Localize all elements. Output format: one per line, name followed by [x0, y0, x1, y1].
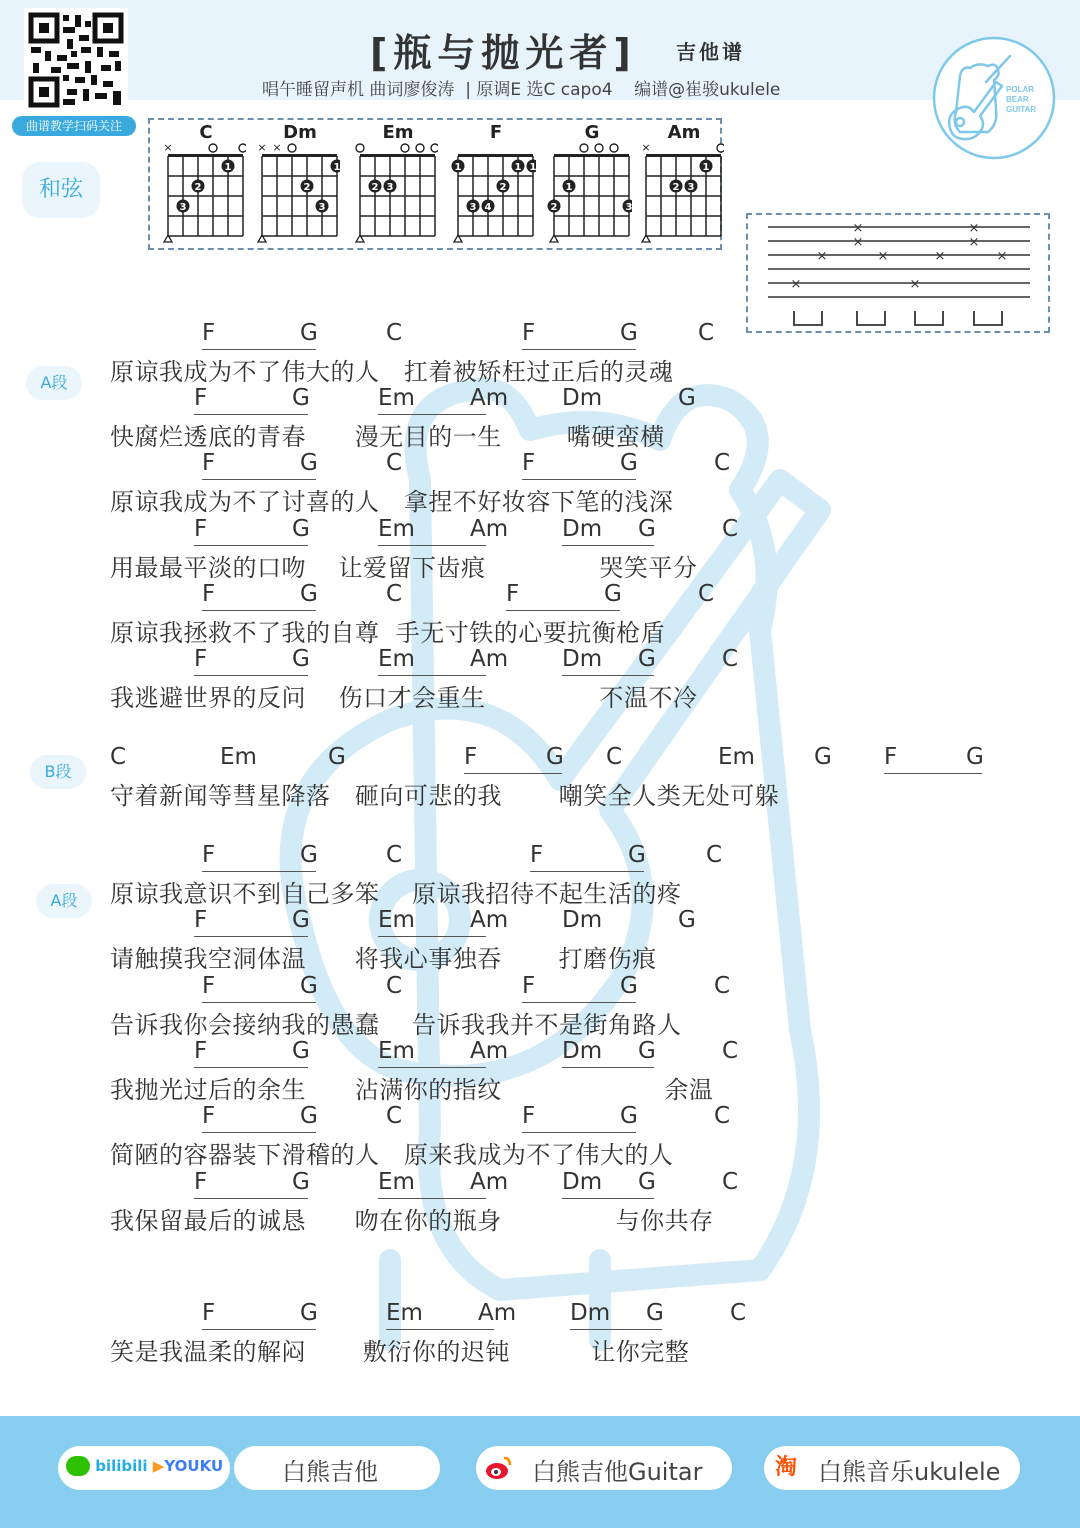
- chord-symbol: Am: [470, 385, 509, 411]
- chord-symbol: G: [638, 646, 656, 672]
- chord-chart-am: [634, 120, 724, 252]
- chord-row: [0, 744, 1080, 774]
- chord-group-underline: [570, 1329, 662, 1330]
- lyric-line: 请触摸我空洞体温 将我心事独吞 打磨伤痕: [110, 945, 657, 973]
- chord-symbol: Am: [470, 1038, 509, 1064]
- song-info: 唱午睡留声机 曲词廖俊涛 | 原调E 选C capo4 编谱@崔骏ukulele: [262, 80, 781, 100]
- lyric-line: 告诉我你会接纳我的愚蠢 告诉我我并不是街角路人: [110, 1011, 682, 1039]
- chord-symbol: Am: [470, 646, 509, 672]
- svg-text:×: ×: [877, 249, 889, 264]
- chord-symbol: C: [606, 744, 623, 770]
- chord-group-underline: [378, 1067, 486, 1068]
- chord-symbol: F: [202, 973, 216, 999]
- svg-text:×: ×: [968, 235, 980, 250]
- chord-row: [0, 1169, 1080, 1199]
- chord-group-underline: [464, 773, 562, 774]
- chord-group-underline: [522, 479, 636, 480]
- chord-symbol: F: [202, 1300, 216, 1326]
- account-weibo-name: 白熊吉他Guitar: [532, 1458, 703, 1486]
- chord-symbol: G: [292, 385, 310, 411]
- chord-row: [0, 973, 1080, 1003]
- section-label-b: B段: [30, 755, 86, 789]
- lyric-line: 我抛光过后的余生 沾满你的指纹 余温: [110, 1076, 714, 1104]
- chord-symbol: G: [620, 320, 638, 346]
- chord-chart-f: [446, 120, 536, 252]
- chord-group-underline: [378, 545, 486, 546]
- chord-group-underline: [506, 610, 620, 611]
- chord-symbol: C: [706, 842, 723, 868]
- chord-row: [0, 1300, 1080, 1330]
- lyric-line: 笑是我温柔的解闷 敷衍你的迟钝 让你完整: [110, 1338, 690, 1366]
- chord-symbol: F: [530, 842, 544, 868]
- song-title: [瓶与抛光者]: [370, 31, 637, 75]
- chord-symbol: F: [194, 646, 208, 672]
- chord-row: [0, 842, 1080, 872]
- svg-text:×: ×: [790, 277, 802, 292]
- svg-text:2: 2: [194, 182, 202, 193]
- chord-symbol: G: [604, 581, 622, 607]
- lyric-line: 我逃避世界的反问 伤口才会重生 不温不冷: [110, 684, 698, 712]
- lyric-line: 我保留最后的诚恳 吻在你的瓶身 与你共存: [110, 1207, 714, 1235]
- chord-group-underline: [194, 1067, 308, 1068]
- chord-row: [0, 450, 1080, 480]
- chord-group-underline: [202, 349, 316, 350]
- chord-charts: [148, 118, 722, 250]
- chord-group-underline: [202, 871, 316, 872]
- svg-text:BEAR: BEAR: [1006, 95, 1029, 104]
- chord-symbol: G: [300, 1103, 318, 1129]
- chord-symbol: G: [292, 907, 310, 933]
- lyric-line: 原谅我意识不到自己多笨 原谅我招待不起生活的疼: [110, 880, 682, 908]
- chord-group-underline: [194, 675, 308, 676]
- youku-play-icon: ▶: [152, 1457, 165, 1475]
- lyric-line: 快腐烂透底的青春 漫无目的一生 嘴硬蛮横: [110, 423, 665, 451]
- chord-symbol: G: [292, 516, 310, 542]
- chords-section-label: 和弦: [22, 162, 100, 218]
- chord-symbol: C: [714, 450, 731, 476]
- chord-symbol: Am: [478, 1300, 517, 1326]
- chord-symbol: C: [386, 1103, 403, 1129]
- chord-symbol: G: [300, 973, 318, 999]
- chord-group-underline: [378, 675, 486, 676]
- svg-text:×: ×: [996, 249, 1008, 264]
- chord-symbol: Dm: [562, 1169, 603, 1195]
- chord-symbol: Em: [378, 646, 415, 672]
- chord-symbol: F: [202, 450, 216, 476]
- svg-text:3: 3: [625, 202, 632, 213]
- chord-row: [0, 1103, 1080, 1133]
- chord-name: G: [584, 122, 600, 143]
- svg-text:1: 1: [514, 162, 522, 173]
- chord-group-underline: [194, 1198, 308, 1199]
- lyric-line: 简陋的容器装下滑稽的人 原来我成为不了伟大的人: [110, 1141, 674, 1169]
- svg-text:3: 3: [386, 182, 394, 193]
- chord-symbol: G: [300, 450, 318, 476]
- chord-group-underline: [530, 871, 644, 872]
- chord-group-underline: [562, 1198, 654, 1199]
- chord-symbol: Am: [470, 516, 509, 542]
- chord-symbol: C: [722, 516, 739, 542]
- chord-symbol: Dm: [562, 385, 603, 411]
- chord-symbol: G: [628, 842, 646, 868]
- account-bilibili-name: 白熊吉他: [282, 1458, 378, 1486]
- chord-symbol: C: [722, 646, 739, 672]
- qr-code[interactable]: [24, 8, 128, 112]
- chord-symbol: G: [292, 1169, 310, 1195]
- chord-group-underline: [202, 610, 316, 611]
- chord-symbol: G: [300, 581, 318, 607]
- bilibili-icon[interactable]: bilibili: [95, 1457, 148, 1475]
- svg-text:×: ×: [909, 277, 921, 292]
- chord-name: C: [199, 122, 213, 143]
- chord-group-underline: [562, 1067, 654, 1068]
- chord-group-underline: [522, 1002, 636, 1003]
- youku-icon[interactable]: YOUKU: [164, 1457, 224, 1475]
- sheet-type: 吉他谱: [676, 40, 745, 64]
- chord-symbol: F: [202, 842, 216, 868]
- chord-symbol: Dm: [562, 516, 603, 542]
- chord-group-underline: [194, 414, 308, 415]
- svg-text:1: 1: [224, 162, 232, 173]
- chord-symbol: F: [194, 385, 208, 411]
- chord-symbol: C: [386, 450, 403, 476]
- section-label-a: A段: [26, 366, 82, 400]
- chord-group-underline: [378, 936, 486, 937]
- chord-symbol: Em: [220, 744, 257, 770]
- chord-symbol: F: [522, 1103, 536, 1129]
- polar-bear-guitar-logo: [930, 36, 1060, 166]
- strum-pattern: [746, 213, 1050, 333]
- chord-symbol: G: [620, 450, 638, 476]
- chord-symbol: F: [884, 744, 898, 770]
- chord-symbol: Dm: [570, 1300, 611, 1326]
- chord-symbol: C: [730, 1300, 747, 1326]
- chord-row: [0, 646, 1080, 676]
- svg-text:×: ×: [816, 249, 828, 264]
- chord-symbol: G: [300, 842, 318, 868]
- svg-text:1: 1: [454, 162, 462, 173]
- account-taobao-name: 白熊音乐ukulele: [818, 1458, 1001, 1486]
- chord-chart-c: [156, 120, 246, 252]
- chord-symbol: C: [714, 1103, 731, 1129]
- chord-symbol: Dm: [562, 646, 603, 672]
- chord-symbol: G: [638, 516, 656, 542]
- svg-text:POLAR: POLAR: [1006, 85, 1034, 94]
- chord-symbol: C: [698, 581, 715, 607]
- chord-symbol: G: [292, 646, 310, 672]
- chord-symbol: F: [194, 516, 208, 542]
- chord-symbol: G: [678, 907, 696, 933]
- svg-text:1: 1: [565, 182, 573, 193]
- section-label-a-repeat: A段: [36, 884, 92, 918]
- chord-symbol: F: [194, 1038, 208, 1064]
- svg-text:3: 3: [318, 202, 326, 213]
- chord-row: [0, 385, 1080, 415]
- chord-chart-em: [348, 120, 438, 252]
- chord-name: Em: [382, 122, 414, 143]
- chord-group-underline: [884, 773, 982, 774]
- chord-symbol: G: [678, 385, 696, 411]
- lyric-line: 守着新闻等彗星降落 砸向可悲的我 嘲笑全人类无处可躲: [110, 782, 780, 810]
- qr-caption: 曲谱教学扫码关注: [12, 116, 136, 136]
- chord-symbol: G: [620, 973, 638, 999]
- chord-symbol: C: [386, 581, 403, 607]
- svg-text:×: ×: [163, 141, 173, 154]
- chord-symbol: C: [714, 973, 731, 999]
- svg-text:2: 2: [303, 182, 311, 193]
- chord-group-underline: [522, 349, 636, 350]
- svg-text:2: 2: [499, 182, 507, 193]
- chord-symbol: F: [202, 1103, 216, 1129]
- chord-symbol: C: [698, 320, 715, 346]
- chord-symbol: F: [522, 320, 536, 346]
- chord-symbol: F: [506, 581, 520, 607]
- chord-name: F: [489, 122, 503, 143]
- chord-symbol: G: [646, 1300, 664, 1326]
- svg-text:1: 1: [333, 162, 340, 173]
- chord-symbol: Em: [378, 385, 415, 411]
- chord-symbol: C: [110, 744, 127, 770]
- chord-symbol: Em: [378, 1038, 415, 1064]
- chord-symbol: F: [522, 450, 536, 476]
- chord-symbol: F: [202, 320, 216, 346]
- chord-group-underline: [202, 479, 316, 480]
- chord-group-underline: [562, 545, 654, 546]
- svg-text:×: ×: [257, 141, 267, 154]
- svg-text:2: 2: [550, 202, 558, 213]
- lyric-line: 原谅我成为不了伟大的人 扛着被矫枉过正后的灵魂: [110, 358, 674, 386]
- chord-symbol: Em: [718, 744, 755, 770]
- chord-group-underline: [378, 414, 486, 415]
- svg-text:×: ×: [852, 221, 864, 236]
- chord-symbol: C: [386, 320, 403, 346]
- chord-symbol: Em: [378, 1169, 415, 1195]
- svg-text:×: ×: [934, 249, 946, 264]
- chord-chart-g: [542, 120, 632, 252]
- lyric-line: 原谅我拯救不了我的自尊 手无寸铁的心要抗衡枪盾: [110, 619, 666, 647]
- chord-group-underline: [202, 1329, 316, 1330]
- chord-symbol: Em: [386, 1300, 423, 1326]
- platform-icons: [66, 1456, 223, 1476]
- chord-group-underline: [194, 936, 308, 937]
- chord-group-underline: [378, 1198, 486, 1199]
- svg-text:3: 3: [687, 182, 695, 193]
- svg-text:×: ×: [272, 141, 282, 154]
- chord-symbol: Dm: [562, 907, 603, 933]
- chord-name: Am: [667, 122, 701, 143]
- chord-group-underline: [522, 1132, 636, 1133]
- svg-text:2: 2: [672, 182, 680, 193]
- lyric-line: 用最最平淡的口吻 让爱留下齿痕 哭笑平分: [110, 554, 698, 582]
- svg-text:×: ×: [968, 221, 980, 236]
- chord-chart-dm: [250, 120, 340, 252]
- chord-symbol: Am: [470, 907, 509, 933]
- chord-group-underline: [194, 545, 308, 546]
- svg-text:4: 4: [484, 202, 492, 213]
- chord-symbol: Dm: [562, 1038, 603, 1064]
- chord-group-underline: [386, 1329, 494, 1330]
- chord-group-underline: [202, 1132, 316, 1133]
- chord-symbol: G: [300, 1300, 318, 1326]
- chord-symbol: F: [194, 907, 208, 933]
- chord-name: Dm: [283, 122, 317, 143]
- chord-row: [0, 907, 1080, 937]
- chord-row: [0, 320, 1080, 350]
- chord-symbol: Em: [378, 516, 415, 542]
- chord-symbol: G: [620, 1103, 638, 1129]
- svg-text:3: 3: [469, 202, 477, 213]
- chord-symbol: Em: [378, 907, 415, 933]
- chord-symbol: F: [464, 744, 478, 770]
- chord-symbol: F: [194, 1169, 208, 1195]
- chord-group-underline: [202, 1002, 316, 1003]
- svg-text:3: 3: [179, 202, 187, 213]
- chord-symbol: G: [638, 1038, 656, 1064]
- chord-symbol: F: [522, 973, 536, 999]
- chord-row: [0, 1038, 1080, 1068]
- chord-symbol: G: [966, 744, 984, 770]
- chord-row: [0, 581, 1080, 611]
- taobao-icon: 淘: [768, 1450, 804, 1486]
- chord-symbol: C: [722, 1038, 739, 1064]
- chord-symbol: C: [722, 1169, 739, 1195]
- lyric-line: 原谅我成为不了讨喜的人 拿捏不好妆容下笔的浅深: [110, 488, 674, 516]
- svg-text:GUITAR: GUITAR: [1006, 105, 1037, 114]
- chord-symbol: G: [546, 744, 564, 770]
- chord-group-underline: [562, 675, 654, 676]
- svg-text:1: 1: [702, 162, 710, 173]
- chord-symbol: F: [202, 581, 216, 607]
- weibo-icon: [480, 1450, 516, 1486]
- svg-text:2: 2: [371, 182, 379, 193]
- chord-symbol: Am: [470, 1169, 509, 1195]
- chord-symbol: G: [328, 744, 346, 770]
- chord-symbol: G: [638, 1169, 656, 1195]
- chord-row: [0, 516, 1080, 546]
- chord-symbol: C: [386, 973, 403, 999]
- svg-text:×: ×: [852, 235, 864, 250]
- chord-symbol: G: [300, 320, 318, 346]
- wechat-icon[interactable]: [66, 1456, 90, 1476]
- svg-text:1: 1: [529, 162, 536, 173]
- chord-symbol: G: [292, 1038, 310, 1064]
- chord-symbol: G: [814, 744, 832, 770]
- svg-text:×: ×: [641, 141, 651, 154]
- chord-symbol: C: [386, 842, 403, 868]
